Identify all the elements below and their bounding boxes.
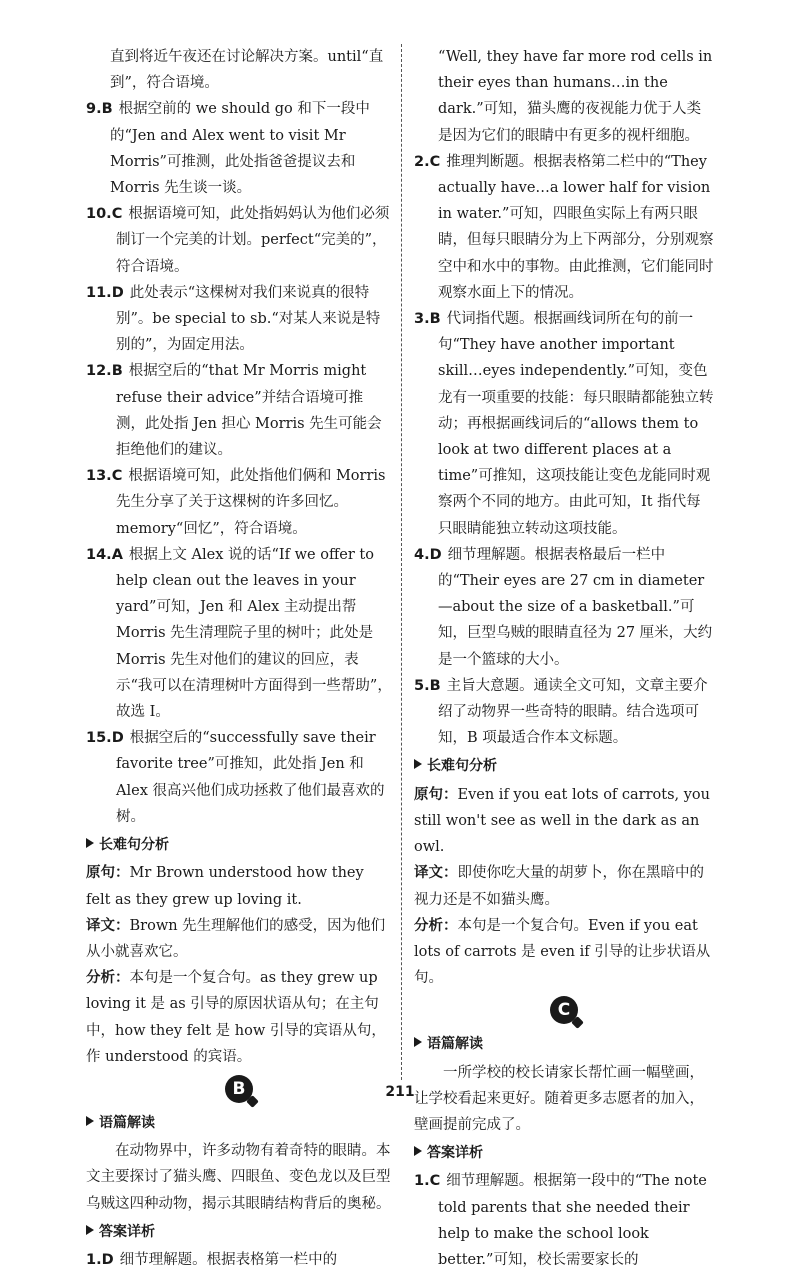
answer-item-c1: 1.C 细节理解题。根据第一段中的“The note told parents that she needed their help to make the school look better.”可知，校长需要家长的 — [414, 1173, 707, 1268]
original-sentence: 原句：Mr Brown understood how they felt as they grew up loving it. — [86, 865, 364, 908]
triangle-marker-icon — [414, 1037, 422, 1047]
translation: 译文：即使你吃大量的胡萝卜，你在黑暗中的视力还是不如猫头鹰。 — [414, 865, 704, 908]
answer-item-11: 11.D 此处表示“这棵树对我们来说真的很特别”。be special to sb.“对某人来说是特别的”，为固定用法。 — [86, 284, 381, 354]
answer-item-10: 10.C 根据语境可知，此处指妈妈认为他们必须制订一个完美的计划。perfect“完美的”，符合语境。 — [86, 206, 390, 275]
section-heading-reading: 语篇解读 — [414, 1031, 714, 1057]
answer-item-13: 13.C 根据语境可知，此处指他们俩和 Morris 先生分享了关于这棵树的许多回忆。memory“回忆”，符合语境。 — [86, 468, 386, 537]
column-divider — [401, 44, 402, 1080]
answer-item-9: 9.B 根据空前的 we should go 和下一段中的“Jen and Alex went to visit Mr Morris”可推测，此处指爸爸提议去和 Morris 先生谈一谈。 — [86, 101, 370, 197]
section-heading-analysis: 长难句分析 — [86, 832, 392, 858]
section-c-badge-icon: C — [550, 996, 578, 1024]
answer-item-b2: 2.C 推理判断题。根据表格第二栏中的“They actually have…a lower half for vision in water.”可知，四眼鱼实际上有两只眼睛，但每只眼睛分为上下两部分，分别观察空中和水中的事物。由此推测，它们能同时观察水面上下的情况。 — [414, 153, 714, 301]
triangle-marker-icon — [86, 1225, 94, 1235]
q8-continuation: 直到将近午夜还在讨论解决方案。until“直到”，符合语境。 — [110, 49, 384, 92]
reading-summary: 在动物界中，许多动物有着奇特的眼睛。本文主要探讨了猫头鹰、四眼鱼、变色龙以及巨型乌贼这四种动物，揭示其眼睛结构背后的奥秘。 — [86, 1143, 391, 1212]
answer-item-b1: 1.D 细节理解题。根据表格第一栏中的 — [86, 1251, 338, 1268]
section-heading-reading: 语篇解读 — [86, 1110, 392, 1136]
page-number: 211 — [385, 1084, 415, 1100]
section-heading-answers: 答案详析 — [414, 1140, 714, 1166]
b1-continuation: “Well, they have far more rod cells in their eyes than humans…in the dark.”可知，猫头鹰的夜视能力优于人类是因为它们的眼睛中有更多的视杆细胞。 — [438, 49, 713, 144]
reading-summary: 一所学校的校长请家长帮忙画一幅壁画，让学校看起来更好。随着更多志愿者的加入，壁画提前完成了。 — [414, 1064, 704, 1133]
section-heading-analysis: 长难句分析 — [414, 753, 714, 779]
triangle-marker-icon — [86, 838, 94, 848]
answer-item-b4: 4.D 细节理解题。根据表格最后一栏中的“Their eyes are 27 cm in diameter—about the size of a basketball.”可知，巨型乌贼的眼睛直径为 27 厘米，大约是一个篮球的大小。 — [414, 546, 713, 668]
translation: 译文：Brown 先生理解他们的感受，因为他们从小就喜欢它。 — [86, 917, 386, 960]
triangle-marker-icon — [414, 1146, 422, 1156]
triangle-marker-icon — [86, 1116, 94, 1126]
answer-item-15: 15.D 根据空后的“successfully save their favorite tree”可推知，此处指 Jen 和 Alex 很高兴他们成功拯救了他们最喜欢的树。 — [86, 730, 385, 825]
triangle-marker-icon — [414, 759, 422, 769]
answer-item-b5: 5.B 主旨大意题。通读全文可知，文章主要介绍了动物界一些奇特的眼睛。结合选项可知，B 项最适合作本文标题。 — [414, 677, 708, 747]
answer-item-12: 12.B 根据空后的“that Mr Morris might refuse their advice”并结合语境可推测，此处指 Jen 担心 Morris 先生可能会拒绝他们的建议。 — [86, 363, 382, 459]
original-sentence: 原句：Even if you eat lots of carrots, you still won't see as well in the dark as an owl. — [414, 786, 711, 856]
section-c-marker — [414, 991, 714, 1029]
grammar-analysis: 分析：本句是一个复合句。as they grew up loving it 是 as 引导的原因状语从句；在主句中，how they felt 是 how 引导的宾语从句，作 understood 的宾语。 — [86, 970, 386, 1065]
section-b-badge-icon: B — [225, 1075, 253, 1103]
section-heading-answers: 答案详析 — [86, 1219, 392, 1245]
grammar-analysis: 分析：本句是一个复合句。Even if you eat lots of carrots 是 even if 引导的让步状语从句。 — [414, 917, 711, 987]
answer-item-b3: 3.B 代词指代题。根据画线词所在句的前一句“They have another important skill…eyes independently.”可知，变色龙有一项重要的技能：每只眼睛都能独立转动；再根据画线词后的“allows them to look at two different places at a time”可推知，这项技能让变色龙能同时观察两个不同的地方。由此可知，It 指代每只眼睛能独立转动这项技能。 — [414, 311, 714, 537]
answer-item-14: 14.A 根据上文 Alex 说的话“If we offer to help clean out the leaves in your yard”可知，Jen 和 Alex 主动提出帮 Morris 先生清理院子里的树叶；此处是 Morris 先生对他们的建议的回应，表示“我可以在清理树叶方面得到一些帮助”，故选 I。 — [86, 546, 392, 721]
